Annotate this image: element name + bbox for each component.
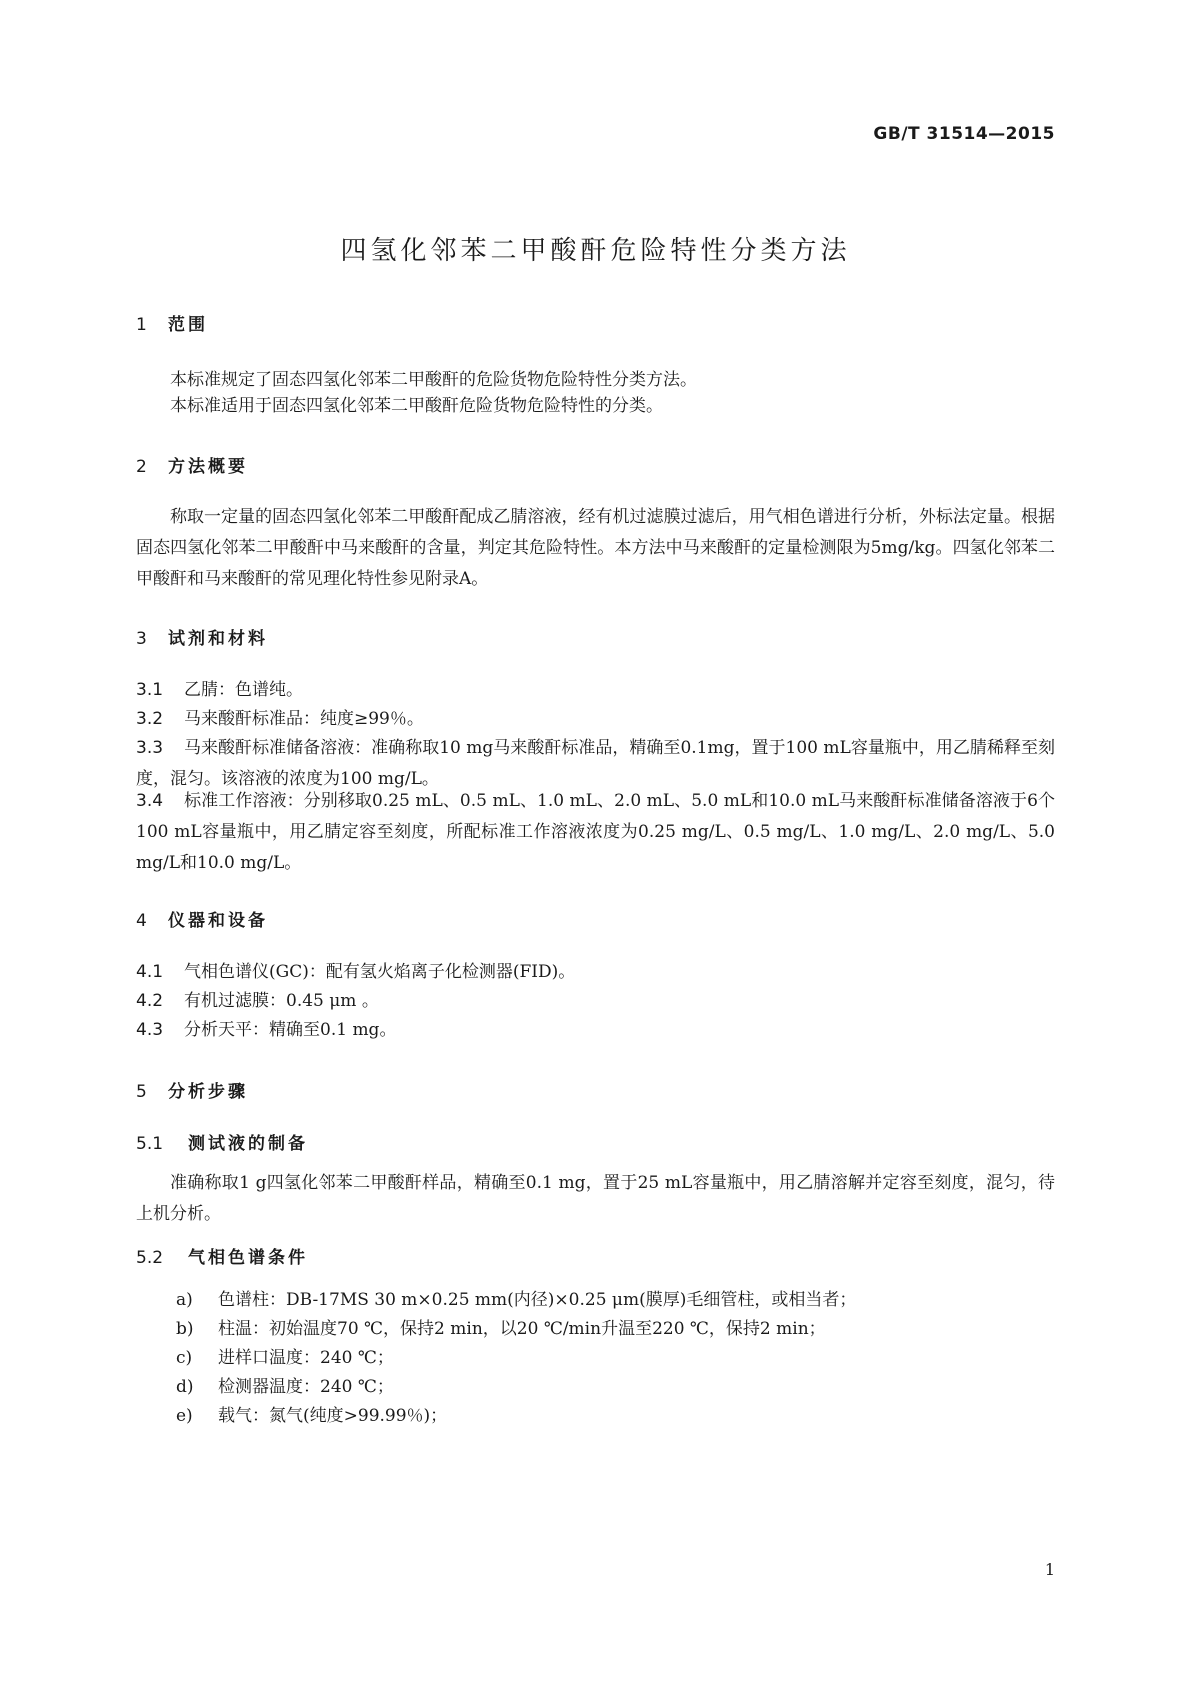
section-3-heading [136,624,268,649]
list-text: 进样口温度：240 ℃； [218,1348,394,1368]
list-letter: e) [176,1406,193,1426]
section-number: 1 [136,315,147,335]
clause-text: 马来酸酐标准品：纯度≥99％。 [184,709,424,729]
section-title: 测试液的制备 [188,1134,308,1154]
clause-number: 4.2 [136,991,164,1011]
list-letter: a) [176,1290,193,1310]
clause-4-3 [136,1015,1055,1046]
clause-text: 标准工作溶液：分别移取0.25 mL、0.5 mL、1.0 mL、2.0 mL、5.0 mL和10.0 mL马来酸酐标准储备溶液于6个100 mL容量瓶中，用乙腈定容至刻度，所配标准工作溶液浓度为0.25 mg/L、0.5 mg/L、1.0 mg/L、2.0 mg/L、5.0 mg/L和10.0 mg/L。 [136,791,1055,873]
list-text: 色谱柱：DB-17MS 30 m×0.25 mm(内径)×0.25 μm(膜厚)毛细管柱，或相当者； [218,1290,857,1310]
list-item [176,1314,826,1339]
clause-text: 分析天平：精确至0.1 mg。 [184,1020,397,1040]
section-number: 5 [136,1082,147,1102]
clause-4-1 [136,957,1055,988]
section-5-1-heading [136,1129,308,1154]
clause-4-2 [136,986,1055,1017]
section-title: 分析步骤 [168,1082,248,1102]
section-title: 仪器和设备 [168,911,268,931]
clause-number: 3.2 [136,709,164,729]
document-title: 四氢化邻苯二甲酸酐危险特性分类方法 [340,236,851,266]
clause-number: 3.4 [136,791,164,811]
list-item [176,1372,394,1397]
list-text: 检测器温度：240 ℃； [218,1377,394,1397]
paragraph: 本标准适用于固态四氢化邻苯二甲酸酐危险货物危险特性的分类。 [170,396,663,416]
list-text: 载气：氮气(纯度>99.99％)； [218,1406,448,1426]
section-number: 2 [136,457,147,477]
section-title: 方法概要 [168,457,248,477]
clause-number: 3.3 [136,738,164,758]
clause-text: 马来酸酐标准储备溶液：准确称取10 mg马来酸酐标准品，精确至0.1mg，置于100 mL容量瓶中，用乙腈稀释至刻度，混匀。该溶液的浓度为100 mg/L。 [136,738,1055,789]
paragraph: 本标准规定了固态四氢化邻苯二甲酸酐的危险货物危险特性分类方法。 [170,370,697,390]
paragraph: 称取一定量的固态四氢化邻苯二甲酸酐配成乙腈溶液，经有机过滤膜过滤后，用气相色谱进行分析，外标法定量。根据固态四氢化邻苯二甲酸酐中马来酸酐的含量，判定其危险特性。本方法中马来酸酐的定量检测限为5mg/kg。四氢化邻苯二甲酸酐和马来酸酐的常见理化特性参见附录A。 [136,507,1055,589]
list-text: 柱温：初始温度70 ℃，保持2 min，以20 ℃/min升温至220 ℃，保持2 min； [218,1319,826,1339]
section-title: 范围 [168,315,208,335]
clause-3-1 [136,675,1055,706]
list-item [176,1343,394,1368]
section-2-heading [136,452,248,477]
list-item [176,1285,856,1310]
list-letter: b) [176,1319,194,1339]
section-5-heading [136,1077,248,1102]
clause-3-4 [136,786,1055,879]
section-number: 4 [136,911,147,931]
section-number: 5.1 [136,1134,164,1154]
list-item [176,1401,447,1426]
section-title: 试剂和材料 [168,629,268,649]
clause-text: 气相色谱仪(GC)：配有氢火焰离子化检测器(FID)。 [184,962,576,982]
paragraph: 准确称取1 g四氢化邻苯二甲酸酐样品，精确至0.1 mg，置于25 mL容量瓶中，用乙腈溶解并定容至刻度，混匀，待上机分析。 [136,1173,1055,1224]
clause-number: 4.1 [136,962,164,982]
page-number: 1 [1044,1560,1055,1579]
standard-number: GB/T 31514—2015 [873,124,1055,144]
clause-text: 有机过滤膜：0.45 μm 。 [184,991,379,1011]
list-letter: c) [176,1348,193,1368]
list-letter: d) [176,1377,194,1397]
section-1-heading [136,310,208,335]
section-5-2-heading [136,1243,308,1268]
section-4-heading [136,906,268,931]
clause-number: 3.1 [136,680,164,700]
clause-3-2 [136,704,1055,735]
section-number: 5.2 [136,1248,164,1268]
section-number: 3 [136,629,147,649]
clause-number: 4.3 [136,1020,164,1040]
clause-text: 乙腈：色谱纯。 [184,680,303,700]
section-title: 气相色谱条件 [188,1248,308,1268]
